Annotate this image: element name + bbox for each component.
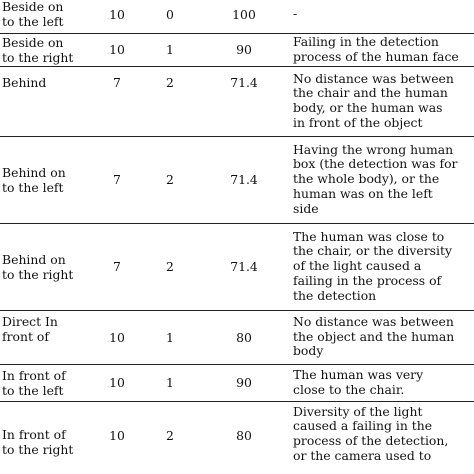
table-row [0, 0, 474, 33]
position-cell: In front of to the right [0, 401, 95, 474]
position-cell: Behind [0, 66, 95, 136]
table-row [0, 66, 474, 136]
table-row [0, 136, 474, 223]
table-row [0, 33, 474, 66]
images-cell: 7 [95, 66, 139, 136]
reason-cell: The human was very close to the chair. [287, 364, 474, 401]
position-cell: Beside on to the right [0, 33, 95, 66]
table-row [0, 364, 474, 401]
reason-cell: Diversity of the light caused a failing in the process of the detection, or the camera used to [287, 401, 474, 474]
failures-cell: 1 [139, 33, 201, 66]
images-cell: 10 [95, 310, 139, 364]
images-cell: 10 [95, 33, 139, 66]
table-row [0, 310, 474, 364]
table-row [0, 401, 474, 474]
failures-cell: 1 [139, 364, 201, 401]
position-cell: Direct In front of [0, 310, 95, 364]
failures-cell: 2 [139, 66, 201, 136]
reason-cell: Failing in the detection process of the human face [287, 33, 474, 66]
accuracy-cell: 90 [201, 33, 287, 66]
failures-cell: 1 [139, 310, 201, 364]
failures-cell: 0 [139, 0, 201, 33]
images-cell: 7 [95, 136, 139, 223]
position-cell: In front of to the left [0, 364, 95, 401]
images-cell: 10 [95, 0, 139, 33]
accuracy-cell: 71.4 [201, 136, 287, 223]
accuracy-cell: 90 [201, 364, 287, 401]
reason-cell: - [287, 0, 474, 33]
position-cell: Behind on to the right [0, 223, 95, 310]
failures-cell: 2 [139, 401, 201, 474]
failures-cell: 2 [139, 136, 201, 223]
position-cell: Beside on to the left [0, 0, 95, 33]
table-row [0, 223, 474, 310]
reason-cell: The human was close to the chair, or the diversity of the light caused a failing in the process of the detection [287, 223, 474, 310]
reason-cell: No distance was between the object and the human body [287, 310, 474, 364]
accuracy-cell: 71.4 [201, 223, 287, 310]
images-cell: 7 [95, 223, 139, 310]
position-cell: Behind on to the left [0, 136, 95, 223]
accuracy-cell: 100 [201, 0, 287, 33]
images-cell: 10 [95, 364, 139, 401]
accuracy-cell: 80 [201, 310, 287, 364]
reason-cell: No distance was between the chair and the human body, or the human was in front of the object [287, 66, 474, 136]
accuracy-cell: 71.4 [201, 66, 287, 136]
accuracy-cell: 80 [201, 401, 287, 474]
reason-cell: Having the wrong human box (the detection was for the whole body), or the human was on the left side [287, 136, 474, 223]
images-cell: 10 [95, 401, 139, 474]
failures-cell: 2 [139, 223, 201, 310]
